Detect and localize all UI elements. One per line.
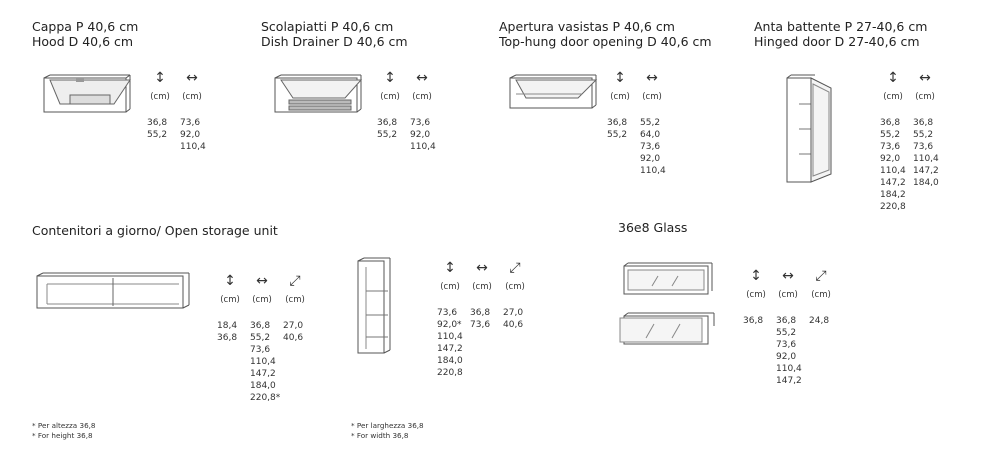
dimension-value: 36,8: [776, 316, 797, 326]
height-values: [437, 307, 469, 379]
title-cappa-it: Cappa P 40,6 cm: [32, 19, 139, 34]
dimension-value: 40,6: [283, 333, 304, 343]
height-arrow-icon: ↕: [154, 70, 166, 86]
height-values: [743, 315, 775, 327]
top-hung-cabinet-illustration: [506, 74, 598, 118]
dimension-value: 55,2: [607, 130, 628, 140]
height-arrow-icon: ↕: [614, 70, 626, 86]
glass-unit-closed-illustration: [622, 262, 714, 298]
height-arrow-icon: ↕: [384, 70, 396, 86]
dimension-value: 18,4: [217, 321, 238, 331]
height-values: [880, 117, 912, 213]
dimension-value: 110,4: [410, 142, 436, 152]
dimension-value: 110,4: [913, 154, 939, 164]
dimension-value: 110,4: [437, 332, 463, 342]
dimension-value: 184,0: [437, 356, 463, 366]
note-width: * Per larghezza 36,8 * For width 36,8: [351, 421, 424, 440]
dimension-value: 55,2: [250, 333, 271, 343]
height-arrow-icon: ↕: [750, 268, 762, 284]
height-values: [147, 117, 179, 141]
depth-arrow-icon: ⤢: [815, 268, 827, 284]
width-values: [640, 117, 672, 177]
dimension-value: 73,6: [913, 142, 934, 152]
title-vasistas: [499, 19, 712, 49]
unit-label: (cm): [412, 92, 432, 102]
dimension-value: 147,2: [880, 178, 906, 188]
unit-label: (cm): [182, 92, 202, 102]
title-scolapiatti: [261, 19, 408, 49]
title-cappa: [32, 19, 138, 49]
dimension-value: 184,2: [880, 190, 906, 200]
unit-label: (cm): [778, 290, 798, 300]
width-values: [410, 117, 442, 153]
note-height: * Per altezza 36,8 * For height 36,8: [32, 421, 96, 440]
unit-label: (cm): [811, 290, 831, 300]
height-values: [607, 117, 639, 141]
dimension-value: 36,8: [470, 308, 491, 318]
dimension-value: 220,8: [880, 202, 906, 212]
unit-label: (cm): [150, 92, 170, 102]
dimension-value: 36,8: [743, 316, 764, 326]
dimension-value: 55,2: [880, 130, 901, 140]
dimension-value: 184,0: [913, 178, 939, 188]
title-scolapiatti-en: Dish Drainer D 40,6 cm: [261, 34, 408, 49]
unit-label: (cm): [285, 295, 305, 305]
dimension-value: 110,4: [640, 166, 666, 176]
dimension-value: 55,2: [147, 130, 168, 140]
width-arrow-icon: ↔: [186, 70, 198, 86]
dimension-value: 55,2: [640, 118, 661, 128]
dimension-value: 55,2: [377, 130, 398, 140]
dimension-value: 220,8: [437, 368, 463, 378]
width-arrow-icon: ↔: [919, 70, 931, 86]
width-values: [913, 117, 945, 189]
unit-label: (cm): [472, 282, 492, 292]
dimension-value: 92,0: [410, 130, 431, 140]
depth-values: [283, 320, 315, 344]
dimension-value: 73,6: [180, 118, 201, 128]
dimension-value: 147,2: [437, 344, 463, 354]
dimension-value: 36,8: [377, 118, 398, 128]
unit-label: (cm): [915, 92, 935, 102]
width-values: [250, 320, 282, 404]
unit-label: (cm): [220, 295, 240, 305]
dimension-value: 92,0: [776, 352, 797, 362]
dimension-value: 36,8: [607, 118, 628, 128]
unit-label: (cm): [380, 92, 400, 102]
unit-label: (cm): [505, 282, 525, 292]
dimension-value: 184,0: [250, 381, 276, 391]
dimension-value: 24,8: [809, 316, 830, 326]
dimension-value: 27,0: [503, 308, 524, 318]
height-arrow-icon: ↕: [887, 70, 899, 86]
title-battente-it: Anta battente P 27-40,6 cm: [754, 19, 928, 34]
height-values: [217, 320, 249, 344]
width-arrow-icon: ↔: [782, 268, 794, 284]
title-battente: [754, 19, 927, 49]
depth-arrow-icon: ⤢: [509, 260, 521, 276]
dimension-value: 73,6: [640, 142, 661, 152]
width-values: [470, 307, 502, 331]
dimension-value: 73,6: [880, 142, 901, 152]
width-values: [180, 117, 212, 153]
dimension-value: 36,8: [217, 333, 238, 343]
open-tall-unit-illustration: [354, 257, 399, 359]
width-arrow-icon: ↔: [646, 70, 658, 86]
unit-label: (cm): [610, 92, 630, 102]
width-arrow-icon: ↔: [256, 273, 268, 289]
dimension-value: 92,0: [180, 130, 201, 140]
unit-label: (cm): [883, 92, 903, 102]
title-scolapiatti-it: Scolapiatti P 40,6 cm: [261, 19, 394, 34]
title-cappa-en: Hood D 40,6 cm: [32, 34, 134, 49]
dish-drainer-cabinet-illustration: [271, 74, 363, 118]
dimension-value: 110,4: [880, 166, 906, 176]
dimension-value: 64,0: [640, 130, 661, 140]
depth-values: [503, 307, 535, 331]
width-arrow-icon: ↔: [416, 70, 428, 86]
dimension-value: 36,8: [880, 118, 901, 128]
hinged-door-cabinet-illustration: [783, 74, 835, 186]
unit-label: (cm): [642, 92, 662, 102]
title-vasistas-it: Apertura vasistas P 40,6 cm: [499, 19, 675, 34]
height-arrow-icon: ↕: [224, 273, 236, 289]
depth-values: [809, 315, 841, 327]
dimension-value: 110,4: [180, 142, 206, 152]
dimension-value: 92,0*: [437, 320, 462, 330]
dimension-value: 73,6: [250, 345, 271, 355]
dimension-value: 73,6: [437, 308, 458, 318]
dimension-value: 36,8: [913, 118, 934, 128]
dimension-value: 73,6: [776, 340, 797, 350]
unit-label: (cm): [746, 290, 766, 300]
title-vasistas-en: Top-hung door opening D 40,6 cm: [499, 34, 712, 49]
unit-label: (cm): [440, 282, 460, 292]
dimension-value: 220,8*: [250, 393, 281, 403]
unit-label: (cm): [252, 295, 272, 305]
height-arrow-icon: ↕: [444, 260, 456, 276]
dimension-value: 147,2: [250, 369, 276, 379]
glass-unit-open-illustration: [616, 312, 720, 348]
dimension-value: 36,8: [147, 118, 168, 128]
dimension-value: 110,4: [250, 357, 276, 367]
dimension-value: 55,2: [913, 130, 934, 140]
dimension-value: 73,6: [410, 118, 431, 128]
dimension-value: 36,8: [250, 321, 271, 331]
dimension-value: 92,0: [880, 154, 901, 164]
width-values: [776, 315, 808, 387]
open-wide-unit-illustration: [33, 272, 193, 314]
dimension-value: 92,0: [640, 154, 661, 164]
title-glass: 36e8 Glass: [618, 220, 688, 235]
width-arrow-icon: ↔: [476, 260, 488, 276]
dimension-value: 40,6: [503, 320, 524, 330]
title-contenitori: Contenitori a giorno/ Open storage unit: [32, 223, 278, 238]
title-battente-en: Hinged door D 27-40,6 cm: [754, 34, 920, 49]
dimension-value: 147,2: [776, 376, 802, 386]
dimension-value: 55,2: [776, 328, 797, 338]
dimension-value: 147,2: [913, 166, 939, 176]
depth-arrow-icon: ⤢: [289, 273, 301, 289]
dimension-value: 27,0: [283, 321, 304, 331]
dimension-value: 73,6: [470, 320, 491, 330]
height-values: [377, 117, 409, 141]
dimension-value: 110,4: [776, 364, 802, 374]
hood-cabinet-illustration: [40, 74, 132, 118]
